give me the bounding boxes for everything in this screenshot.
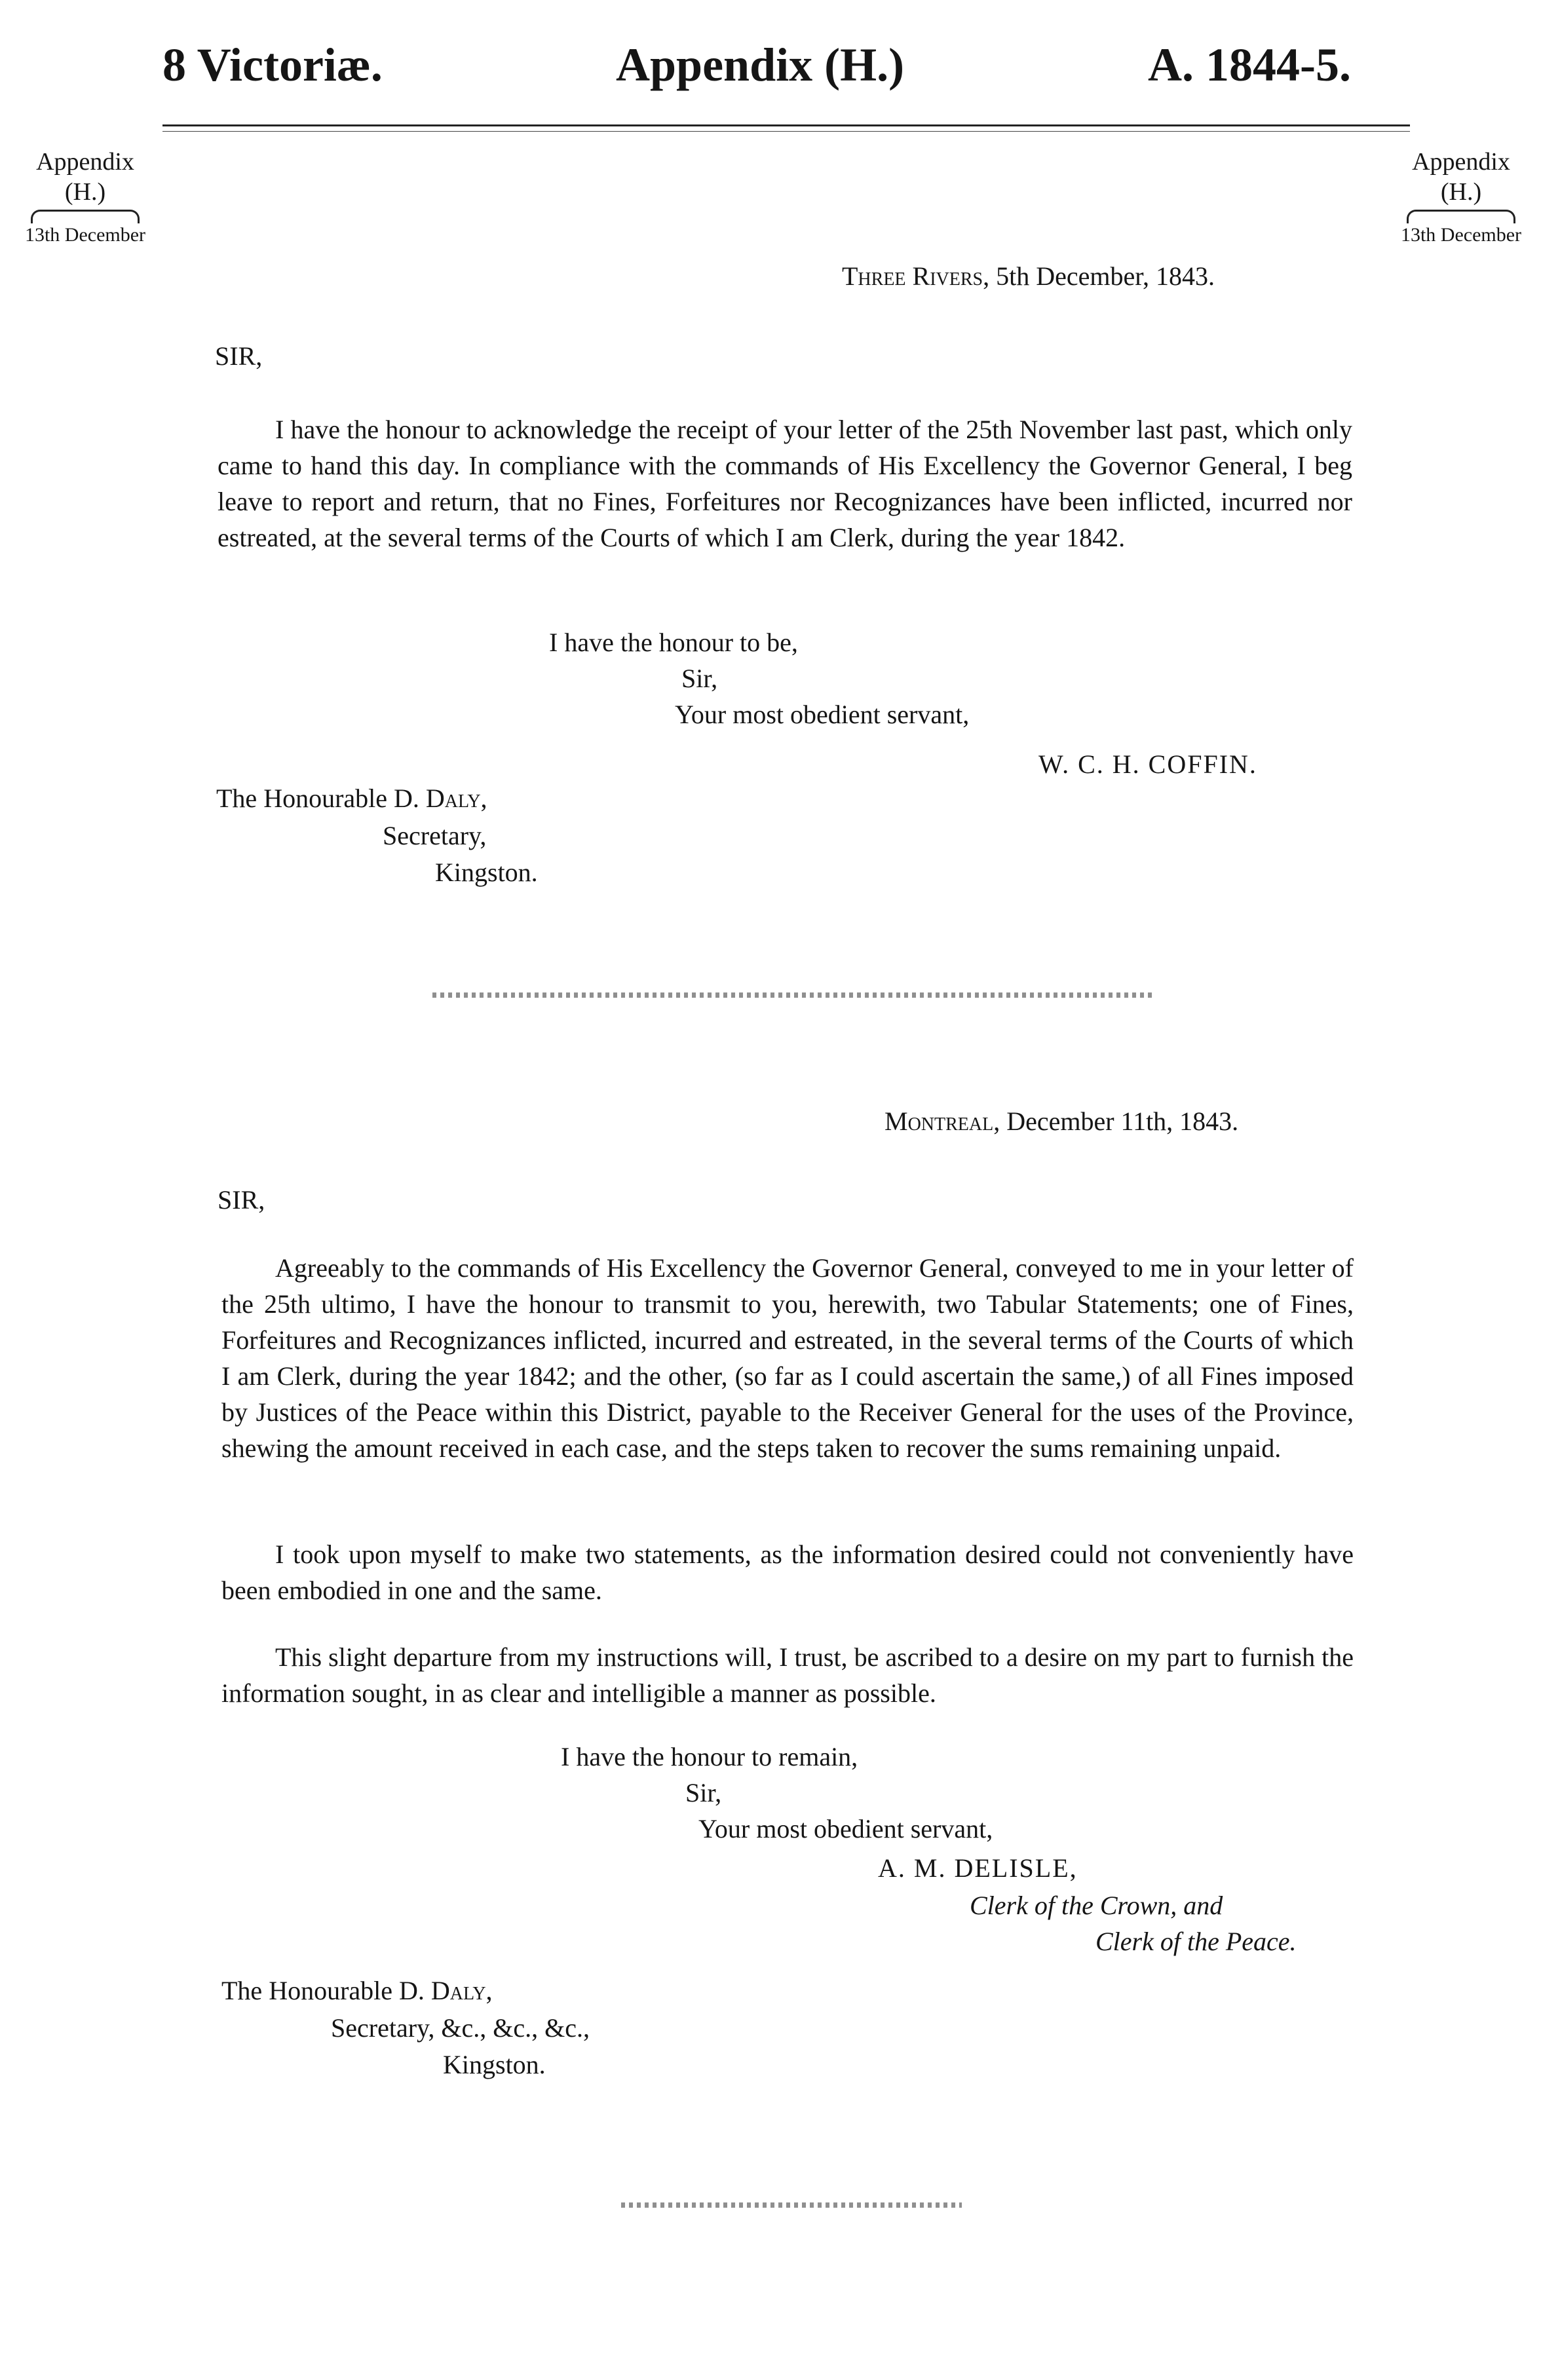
letter1-addressee-3: Kingston. <box>435 858 538 887</box>
letter2-addressee-1 <box>221 1975 493 2006</box>
letter2-title-1-text: Clerk of the Crown, and <box>970 1891 1223 1920</box>
header-rule-top <box>162 124 1410 126</box>
letter2-paragraph-2: I took upon myself to make two statements, as the information desired could not conveniently have been embodied in one and the same. <box>221 1539 1354 1605</box>
margin-note-right <box>1392 147 1530 247</box>
letter1-dateline <box>842 261 1215 292</box>
margin-right-brace <box>1407 210 1515 223</box>
letter1-closing-2: Sir, <box>681 664 718 693</box>
section-divider-1 <box>432 992 1153 998</box>
margin-left-code: (H.) <box>64 178 106 206</box>
letter2-closing-3: Your most obedient servant, <box>698 1814 993 1843</box>
header-center: Appendix (H.) <box>616 39 905 91</box>
letter2-dateline <box>885 1106 1238 1137</box>
letter1-addressee-2: Secretary, <box>383 821 487 850</box>
margin-left-date: 13th December <box>24 224 146 246</box>
letter2-salutation: SIR, <box>218 1185 265 1215</box>
letter1-salutation: SIR, <box>215 341 263 371</box>
letter1-closing-1: I have the honour to be, <box>549 628 798 657</box>
margin-right-code: (H.) <box>1440 178 1482 206</box>
letter2-date: December 11th, 1843. <box>1000 1106 1239 1136</box>
letter1-closing-3: Your most obedient servant, <box>675 700 970 729</box>
letter1-addressee-name: Daly, <box>425 784 487 813</box>
letter2-title-2 <box>1095 1926 1297 1957</box>
header-right: A. 1844-5. <box>1148 39 1351 91</box>
letter2-closing-1: I have the honour to remain, <box>561 1742 858 1771</box>
letter1-addressee-1 <box>216 783 487 814</box>
margin-right-date: 13th December <box>1400 224 1522 246</box>
letter2-paragraph-3: This slight departure from my instructions will, I trust, be ascribed to a desire on my part to furnish the information sought, in as clear and intelligible a manner as possible. <box>221 1642 1354 1708</box>
letter2-title-1 <box>970 1890 1223 1921</box>
header-left: 8 Victoriæ. <box>162 39 383 91</box>
letter1-signature: W. C. H. COFFIN. <box>1038 749 1257 779</box>
header-rule-bottom <box>162 131 1410 132</box>
letter2-paragraph-1: Agreeably to the commands of His Excellency the Governor General, conveyed to me in your letter of the 25th ultimo, I have the honour to transmit to you, herewith, two Tabular Statements; one of Fines, Forfeitures and Recognizances inflicted, incurred and estreated, in the several terms of the Courts of which I am Clerk, during the year 1842; and the other, (so far as I could ascertain the same,) of all Fines imposed by Justices of the Peace within this District, payable to the Receiver General for the uses of the Province, shewing the amount received in each case, and the steps taken to recover the sums remaining unpaid. <box>221 1253 1354 1463</box>
margin-left-brace <box>31 210 140 223</box>
margin-left-label: Appendix <box>36 148 134 176</box>
letter2-title-2-text: Clerk of the Peace. <box>1095 1927 1297 1956</box>
letter2-addressee-3: Kingston. <box>443 2050 546 2079</box>
margin-right-label: Appendix <box>1412 148 1510 176</box>
letter1-date: 5th December, 1843. <box>989 261 1215 291</box>
letter2-addressee-prefix: The Honourable D. <box>221 1976 431 2005</box>
letter2-place: Montreal, <box>885 1106 1000 1136</box>
section-divider-2 <box>621 2202 962 2208</box>
letter2-addressee-2: Secretary, &c., &c., &c., <box>331 2013 590 2043</box>
letter1-addressee-prefix: The Honourable D. <box>216 784 426 813</box>
letter2-addressee-name: Daly, <box>430 1976 493 2005</box>
letter1-place: Three Rivers, <box>842 261 990 291</box>
letter2-signature: A. M. DELISLE, <box>878 1853 1078 1883</box>
letter1-paragraph: I have the honour to acknowledge the receipt of your letter of the 25th November last past, which only came to hand this day. In compliance with the commands of His Excellency the Governor General, I beg leave to report and return, that no Fines, Forfeitures nor Recognizances have been inflicted, incurred nor estreated, at the several terms of the Courts of which I am Clerk, during the year 1842. <box>218 415 1352 552</box>
letter2-closing-2: Sir, <box>685 1778 722 1807</box>
margin-note-left <box>16 147 154 247</box>
